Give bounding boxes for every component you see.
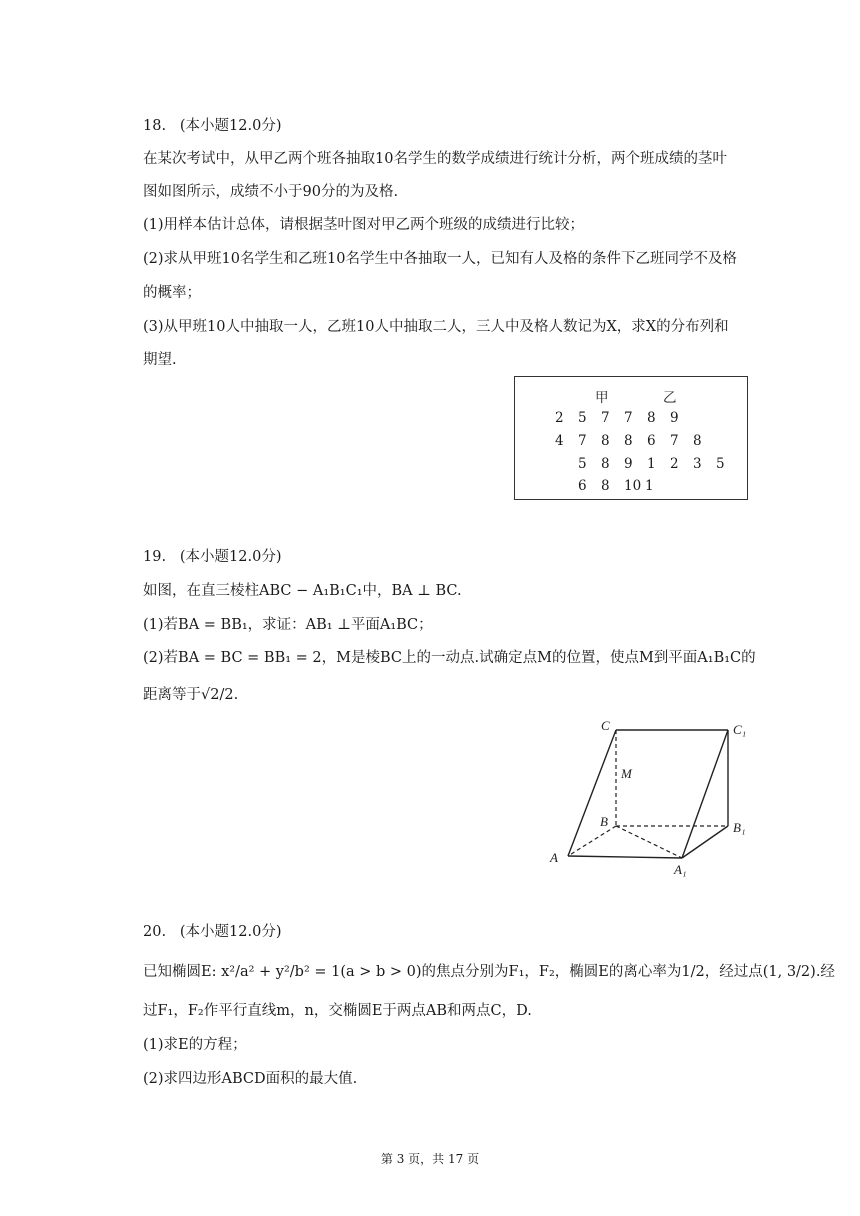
q19-points: (本小题12.0分)	[179, 549, 282, 565]
cell: 7	[624, 410, 633, 426]
header-jia: 甲	[595, 390, 609, 406]
cell: 8	[601, 478, 610, 494]
q20-heading	[143, 920, 282, 941]
label-B1: B₁	[733, 820, 746, 835]
q19-line-2: (1)若BA = BB₁，求证：AB₁ ⊥平面A₁BC；	[143, 617, 433, 633]
q18-number: 18.	[143, 118, 167, 134]
q18-line-3: (1)用样本估计总体，请根据茎叶图对甲乙两个班级的成绩进行比较；	[143, 217, 585, 233]
q20-line-2: 过F₁，F₂作平行直线m，n，交椭圆E于两点AB和两点C，D.	[143, 1003, 532, 1019]
label-C: C	[601, 718, 610, 733]
cell: 7	[578, 433, 587, 449]
cell: 6	[578, 478, 587, 494]
prism-figure	[548, 716, 758, 880]
header-yi: 乙	[663, 390, 677, 406]
cell: 6	[647, 433, 656, 449]
cell: 5	[716, 456, 725, 472]
q18-line-7: 期望.	[143, 352, 177, 368]
q20-line-3: (1)求E的方程；	[143, 1037, 247, 1053]
q19-line-3: (2)若BA = BC = BB₁ = 2，M是棱BC上的一动点.试确定点M的位置，使点M到平面A₁B₁C的	[143, 650, 756, 666]
q18-line-2: 图如图所示，成绩不小于90分的为及格.	[143, 184, 399, 200]
stem-leaf-plot	[514, 376, 748, 500]
cell: 8	[624, 433, 633, 449]
cell: 9	[624, 456, 633, 472]
edge-a1c1	[682, 730, 728, 858]
q18-line-4: (2)求从甲班10名学生和乙班10名学生中各抽取一人，已知有人及格的条件下乙班同学不及格	[143, 251, 737, 267]
q20-number: 20.	[143, 924, 167, 940]
cell: 7	[670, 433, 679, 449]
cell: 10	[624, 478, 642, 494]
edge-aa1	[568, 856, 682, 858]
cell: 8	[693, 433, 702, 449]
q19-line-1: 如图，在直三棱柱ABC − A₁B₁C₁中，BA ⊥ BC.	[143, 583, 462, 599]
page-footer: 第 3 页，共 17 页	[380, 1152, 480, 1166]
q18-line-5: 的概率；	[143, 285, 201, 301]
q19-number: 19.	[143, 549, 167, 565]
q18-line-6: (3)从甲班10人中抽取一人，乙班10人中抽取二人，三人中及格人数记为X，求X的分布列和	[143, 319, 729, 335]
q20-points: (本小题12.0分)	[179, 924, 282, 940]
edge-ba	[568, 826, 616, 856]
edge-ac	[568, 730, 616, 856]
cell: 5	[578, 410, 587, 426]
cell: 9	[670, 410, 679, 426]
edge-ba1	[616, 826, 682, 858]
q19-line-4: 距离等于√2/2.	[143, 687, 239, 703]
label-B: B	[600, 814, 608, 829]
cell: 5	[578, 456, 587, 472]
q20-line-1: 已知椭圆E: x²/a² + y²/b² = 1(a > b > 0)的焦点分别为F₁，F₂，椭圆E的离心率为1/2，经过点(1, 3/2).经	[143, 964, 835, 980]
edge-b1a1	[682, 826, 728, 858]
q20-line-4: (2)求四边形ABCD面积的最大值.	[143, 1071, 358, 1087]
cell: 2	[555, 410, 564, 426]
cell: 1	[645, 478, 654, 494]
cell: 8	[601, 433, 610, 449]
cell: 7	[601, 410, 610, 426]
label-A: A	[550, 850, 558, 865]
q18-line-1: 在某次考试中，从甲乙两个班各抽取10名学生的数学成绩进行统计分析，两个班成绩的茎叶	[143, 151, 727, 167]
cell: 8	[647, 410, 656, 426]
cell: 4	[555, 433, 564, 449]
cell: 2	[670, 456, 679, 472]
q18-points: (本小题12.0分)	[179, 118, 282, 134]
label-C1: C₁	[733, 722, 747, 737]
label-M: M	[621, 766, 632, 781]
q19-heading	[143, 545, 282, 566]
label-A1: A₁	[674, 862, 687, 877]
cell: 1	[647, 456, 656, 472]
q18-heading	[143, 114, 282, 135]
cell: 8	[601, 456, 610, 472]
cell: 3	[693, 456, 702, 472]
